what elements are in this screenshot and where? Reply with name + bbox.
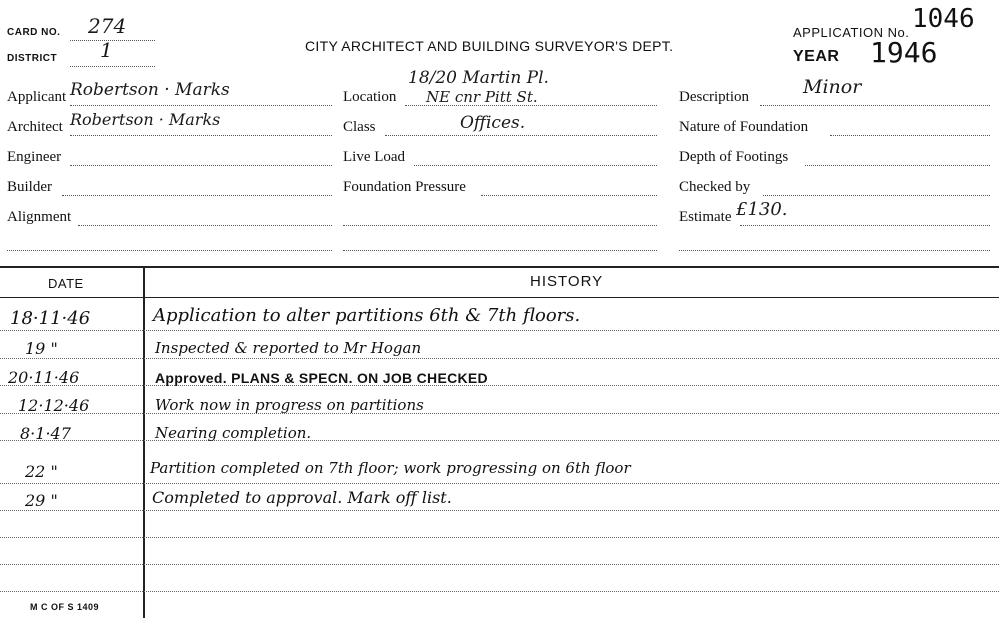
row-entry: Inspected & reported to Mr Hogan [155,339,422,357]
history-header: HISTORY [530,273,604,290]
row-line [0,510,999,511]
district-value: 1 [100,38,113,62]
date-column-divider [143,268,145,618]
live-load-line [414,165,657,166]
checked-by-label: Checked by [679,179,751,195]
card-no-value: 274 [88,14,127,38]
row-date: 18·11·46 [10,308,91,329]
application-value: 1046 [912,4,975,34]
class-line [385,135,657,136]
location-value-line1: 18/20 Martin Pl. [408,68,549,88]
row-line [0,330,999,331]
estimate-label: Estimate [679,209,732,225]
row-line [0,440,999,441]
row-entry: Completed to approval. Mark off list. [152,488,452,507]
row-line [0,385,999,386]
architect-label: Architect [7,119,63,135]
description-value: Minor [803,76,862,98]
applicant-value: Robertson · Marks [70,80,230,100]
alignment-line [78,225,332,226]
row-line [0,358,999,359]
row-date: 29 " [25,491,58,510]
depth-footings-line [805,165,990,166]
form-code: M C OF S 1409 [30,602,100,612]
year-value: 1946 [870,36,938,69]
description-line [760,105,990,106]
description-label: Description [679,89,749,105]
class-value: Offices. [460,113,526,133]
foundation-pressure-label: Foundation Pressure [343,179,466,195]
table-header-divider [0,297,999,298]
application-label: APPLICATION No. [793,25,910,40]
extra-line-1 [7,250,332,251]
district-label: DISTRICT [7,53,58,64]
class-label: Class [343,119,376,135]
row-line [0,413,999,414]
engineer-line [70,165,332,166]
district-line [70,66,155,67]
table-top-border [0,266,999,268]
location-line [405,105,657,106]
row-line [0,537,999,538]
checked-by-line [763,195,990,196]
applicant-line [70,105,332,106]
dept-title: CITY ARCHITECT AND BUILDING SURVEYOR'S DEPT. [305,38,674,54]
row-entry: Application to alter partitions 6th & 7th floors. [153,305,581,326]
applicant-label: Applicant [7,89,67,105]
engineer-label: Engineer [7,149,62,165]
card-no-label: CARD NO. [7,27,61,38]
row-entry: Work now in progress on partitions [155,396,424,414]
location-label: Location [343,89,397,105]
row-date: 19 " [25,339,58,358]
alignment-label: Alignment [7,209,72,225]
extra-line-4 [679,250,990,251]
row-date: 20·11·46 [8,368,80,387]
estimate-value: £130. [736,199,788,220]
row-entry: Partition completed on 7th floor; work progressing on 6th floor [150,459,631,477]
row-date: 12·12·46 [18,396,90,415]
live-load-label: Live Load [343,149,406,165]
builder-line [62,195,332,196]
location-value-line2: NE cnr Pitt St. [426,88,538,106]
depth-footings-label: Depth of Footings [679,149,789,165]
architect-line [70,135,332,136]
builder-label: Builder [7,179,52,195]
extra-line-3 [343,250,657,251]
extra-line-2 [343,225,657,226]
date-header: DATE [48,276,84,291]
row-entry: Approved. PLANS & SPECN. ON JOB CHECKED [155,370,488,386]
row-line [0,564,999,565]
foundation-pressure-line [481,195,657,196]
row-entry: Nearing completion. [155,424,312,442]
nature-foundation-label: Nature of Foundation [679,119,809,135]
row-date: 22 " [25,462,58,481]
row-line [0,591,999,592]
row-line [0,483,999,484]
estimate-line [740,225,990,226]
year-label: YEAR [793,48,840,65]
architect-value: Robertson · Marks [70,110,221,129]
row-date: 8·1·47 [20,424,71,443]
nature-foundation-line [830,135,990,136]
